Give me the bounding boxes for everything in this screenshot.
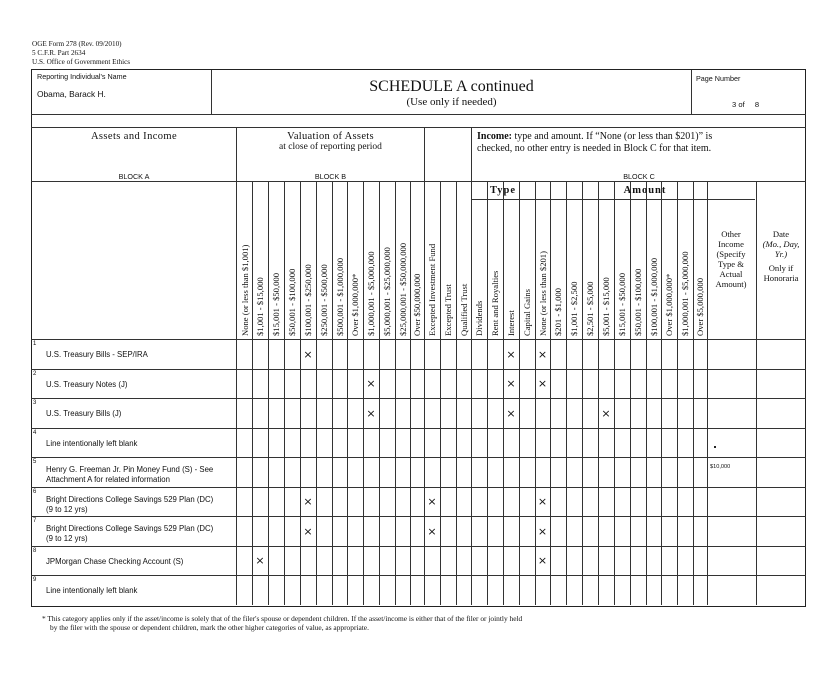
row-number: 8 [33, 547, 37, 554]
column-header: $50,001 - $100,000 [633, 268, 643, 336]
column-header: Over $1,000,000* [664, 273, 674, 336]
asset-name-line: Attachment A for related information [46, 475, 170, 484]
check-mark: × [506, 347, 516, 361]
header-line: (Mo., Day, [762, 239, 800, 249]
row-number: 1 [33, 341, 37, 347]
page-total: 8 [754, 100, 760, 109]
asset-name-line: U.S. Treasury Notes (J) [46, 379, 128, 389]
check-mark: × [537, 524, 548, 538]
column-header: Excepted Trust [443, 284, 453, 336]
column-header: Over $5,000,000 [695, 278, 705, 336]
check-mark: × [506, 406, 516, 420]
asset-name-line: U.S. Treasury Bills - SEP/IRA [46, 350, 148, 359]
column-header: None (or less than $201) [537, 251, 548, 336]
column-header: Interest [506, 310, 516, 336]
header-line: Actual [719, 269, 743, 279]
asset-name [46, 495, 234, 515]
column-header: $100,001 - $250,000 [303, 264, 313, 336]
row-line [31, 546, 806, 547]
row-line [31, 487, 806, 488]
check-mark: × [537, 347, 548, 361]
asset-name [46, 350, 234, 360]
column-header: $500,001 - $1,000,000 [334, 257, 345, 336]
asset-name-line: Henry G. Freeman Jr. Pin Money Fund (S) - See [46, 465, 214, 474]
column-header: Dividends [474, 300, 484, 336]
asset-name-line: Line intentionally left blank [46, 586, 138, 595]
header-line: Yr.) [774, 249, 788, 259]
column-header: $201 - $1,000 [553, 288, 563, 336]
block-b-heading: Valuation of Assets [287, 131, 374, 142]
column-header: $1,000,001 - $5,000,000 [366, 251, 376, 336]
row-number: 4 [33, 429, 37, 436]
check-mark: × [366, 406, 376, 420]
asset-name [46, 465, 234, 485]
footnote [42, 614, 802, 632]
other-income-value: $10,000 [710, 464, 731, 470]
check-mark: × [537, 377, 548, 391]
row-line [31, 369, 806, 370]
row-number: 7 [33, 518, 37, 524]
header-line: Type & [718, 259, 744, 269]
row-line [31, 457, 806, 458]
row-number: 2 [33, 370, 37, 377]
asset-name-line: (9 to 12 yrs) [46, 534, 88, 543]
row-line [31, 428, 806, 429]
block-b-subheading: at close of reporting period [279, 142, 382, 152]
type-heading: Type [490, 185, 516, 196]
row-number: 5 [33, 459, 37, 465]
reporting-name: Obama, Barack H. [37, 89, 106, 99]
block-divider [236, 127, 237, 605]
schedule-subtitle: (Use only if needed) [406, 96, 497, 108]
asset-name-line: Line intentionally left blank [46, 438, 138, 448]
column-header: Excepted Investment Fund [427, 243, 437, 336]
page-number-label: Page Number [696, 74, 741, 83]
other-income-header [707, 229, 755, 289]
check-mark: × [537, 554, 548, 568]
column-header: $1,001 - $2,500 [569, 281, 579, 336]
check-mark: × [303, 495, 313, 509]
divider [691, 70, 692, 114]
asset-name [46, 380, 234, 390]
block-c-heading [477, 131, 805, 155]
column-header: $2,501 - $5,000 [585, 281, 595, 336]
footnote-line1: * This category applies only if the asset/income is solely that of the filer's spouse or dependent children. If the asset/income is either that of the filer or jointly held [42, 614, 523, 623]
check-mark: × [303, 347, 313, 361]
footnote-line2: by the filer with the spouse or dependent children, mark the other higher categories of value, as appropriate. [50, 623, 369, 632]
stray-mark [714, 446, 716, 448]
column-header: $1,001 - $15,000 [255, 277, 265, 336]
block-a-label: BLOCK A [118, 172, 150, 181]
column-header: None (or less than $1,001) [239, 244, 250, 336]
column-header: Qualified Trust [458, 283, 469, 336]
check-mark: × [601, 406, 611, 420]
block-b-label: BLOCK B [314, 172, 347, 181]
block-c-heading-line2: checked, no other entry is needed in Block C for that item. [477, 143, 712, 154]
header-line: (Specify [716, 249, 746, 259]
asset-name [46, 524, 234, 544]
cfr-ref: 5 C.F.R. Part 2634 [32, 49, 86, 57]
reporting-label: Reporting Individual's Name [37, 72, 127, 81]
asset-name-line: (9 to 12 yrs) [46, 504, 88, 514]
asset-name [46, 439, 234, 449]
row-number: 6 [33, 488, 37, 495]
check-mark: × [427, 495, 437, 509]
header-line: Honoraria [763, 273, 799, 283]
asset-name-line: JPMorgan Chase Checking Account (S) [46, 556, 184, 566]
date-header [756, 229, 806, 283]
schedule-title: SCHEDULE A continued [369, 78, 534, 95]
check-mark: × [366, 377, 376, 391]
column-header: $1,000,001 - $5,000,000 [680, 251, 690, 336]
header-line: Only if [768, 263, 794, 273]
header-line: Date [772, 229, 790, 239]
type-amount-line [471, 199, 755, 200]
column-header: $15,001 - $50,000 [617, 272, 627, 336]
row-line [31, 516, 806, 517]
header-line: Other [721, 229, 741, 239]
header-bottom-line [31, 339, 806, 340]
divider [31, 114, 806, 115]
asset-name-line: Bright Directions College Savings 529 Plan (DC) [46, 524, 214, 533]
check-mark: × [303, 524, 313, 538]
form-id: OGE Form 278 (Rev. 09/2010) [32, 40, 122, 48]
check-mark: × [255, 554, 265, 568]
page-current: 3 [732, 100, 737, 109]
amount-heading: Amount [623, 185, 667, 196]
column-header: Rent and Royalties [490, 270, 500, 336]
asset-name [46, 409, 234, 419]
header-band-line [31, 181, 806, 182]
row-line [31, 575, 806, 576]
asset-name [46, 557, 234, 567]
column-header: $15,001 - $50,000 [271, 272, 281, 336]
row-number: 3 [33, 400, 37, 406]
column-header: $25,000,001 - $50,000,000 [397, 242, 408, 336]
divider [31, 127, 806, 128]
block-c-label: BLOCK C [623, 172, 655, 181]
asset-name-line: U.S. Treasury Bills (J) [46, 409, 122, 418]
column-header: $250,001 - $500,000 [319, 264, 329, 336]
header-line: Amount) [715, 279, 747, 289]
agency: U.S. Office of Government Ethics [32, 58, 131, 66]
page-of: of [738, 100, 745, 109]
check-mark: × [427, 524, 437, 538]
row-line [31, 398, 806, 399]
column-header: $5,000,001 - $25,000,000 [382, 247, 392, 336]
block-a-heading: Assets and Income [90, 131, 178, 142]
column-header: $50,001 - $100,000 [287, 268, 297, 336]
page-number [732, 100, 759, 109]
check-mark: × [537, 495, 548, 509]
column-header: $100,001 - $1,000,000 [648, 257, 659, 336]
block-c-heading-bold: Income: [477, 131, 512, 142]
asset-name-line: Bright Directions College Savings 529 Plan (DC) [46, 494, 214, 504]
row-number: 9 [33, 577, 37, 583]
block-c-heading-rest: type and amount. If “None (or less than $201)” is [512, 131, 713, 142]
column-header: Over $50,000,000 [412, 273, 422, 336]
check-mark: × [506, 377, 516, 391]
column-header: Capital Gains [522, 288, 532, 336]
column-header: $5,001 - $15,000 [601, 277, 611, 336]
header-line: Income [718, 239, 744, 249]
asset-name [46, 586, 234, 596]
column-header: Over $1,000,000* [350, 273, 360, 336]
